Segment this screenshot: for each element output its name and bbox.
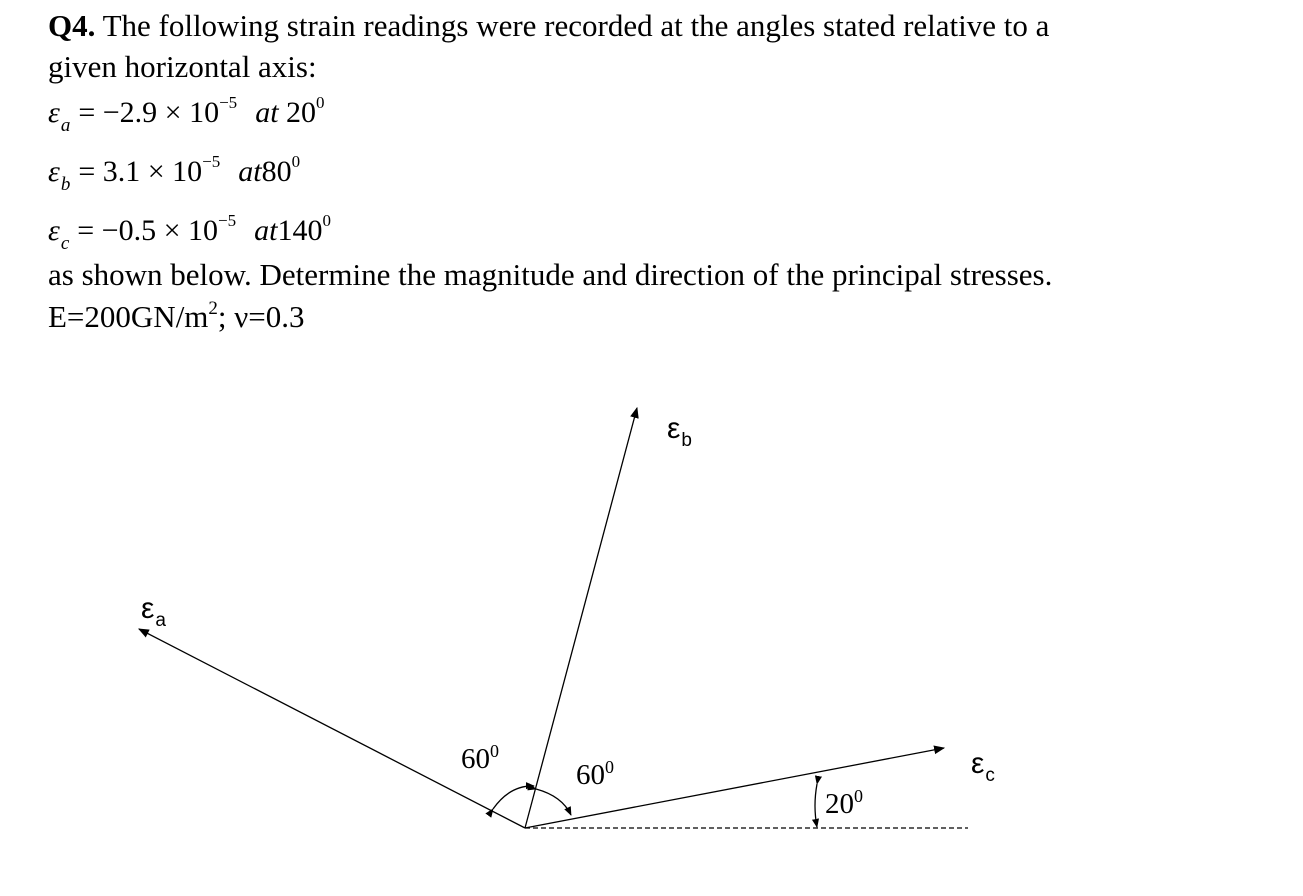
angle-label-ab: $60^0$ xyxy=(461,741,499,775)
equation-exponent: −5 xyxy=(202,152,221,171)
epsilon-symbol: ε xyxy=(48,214,60,247)
equation-at: at xyxy=(254,214,278,247)
angle-arc-ab xyxy=(493,786,534,809)
epsilon-subscript: a xyxy=(60,115,71,136)
equation-angle: 140 xyxy=(277,214,323,247)
equation-value: = −2.9 × 10 xyxy=(78,96,220,129)
epsilon-subscript: c xyxy=(60,233,70,254)
poisson-text: ; ν=0.3 xyxy=(217,299,305,334)
equation-value: = 3.1 × 10 xyxy=(78,155,203,188)
epsilon-subscript: b xyxy=(60,174,71,195)
equation-angle: 80 xyxy=(261,155,292,188)
question-label: Q4. xyxy=(48,8,96,43)
equation-at: at xyxy=(238,155,262,188)
equation-exponent: −5 xyxy=(219,93,238,112)
question-line-2: given horizontal axis: xyxy=(48,49,317,84)
label-epsilon-a: $\varepsilon_a$ xyxy=(141,592,166,631)
question-line-3: as shown below. Determine the magnitude and direction of the principal stresses. xyxy=(48,257,1053,292)
epsilon-symbol: ε xyxy=(48,155,60,188)
modulus-text: E=200GN/m xyxy=(48,299,209,334)
equation-exponent: −5 xyxy=(218,211,237,230)
label-epsilon-b: $\varepsilon_b$ xyxy=(667,412,692,451)
modulus-exponent: 2 xyxy=(208,298,218,319)
equation-at: at xyxy=(255,96,279,129)
label-epsilon-c: $\varepsilon_c$ xyxy=(971,747,995,786)
angle-label-c: $20^0$ xyxy=(825,786,863,820)
equation-degree: 0 xyxy=(291,152,301,171)
angle-arc-c xyxy=(815,784,817,827)
angle-label-bc: $60^0$ xyxy=(576,757,614,791)
strain-a-arrow xyxy=(139,629,525,828)
equation-value: = −0.5 × 10 xyxy=(77,214,219,247)
equation-angle: 20 xyxy=(286,96,317,129)
equation-degree: 0 xyxy=(316,93,325,112)
angle-arc-bc xyxy=(536,789,571,815)
equation-degree: 0 xyxy=(322,211,331,230)
epsilon-symbol: ε xyxy=(48,96,60,129)
question-text-1: The following strain readings were recorded at the angles stated relative to a xyxy=(95,8,1050,43)
